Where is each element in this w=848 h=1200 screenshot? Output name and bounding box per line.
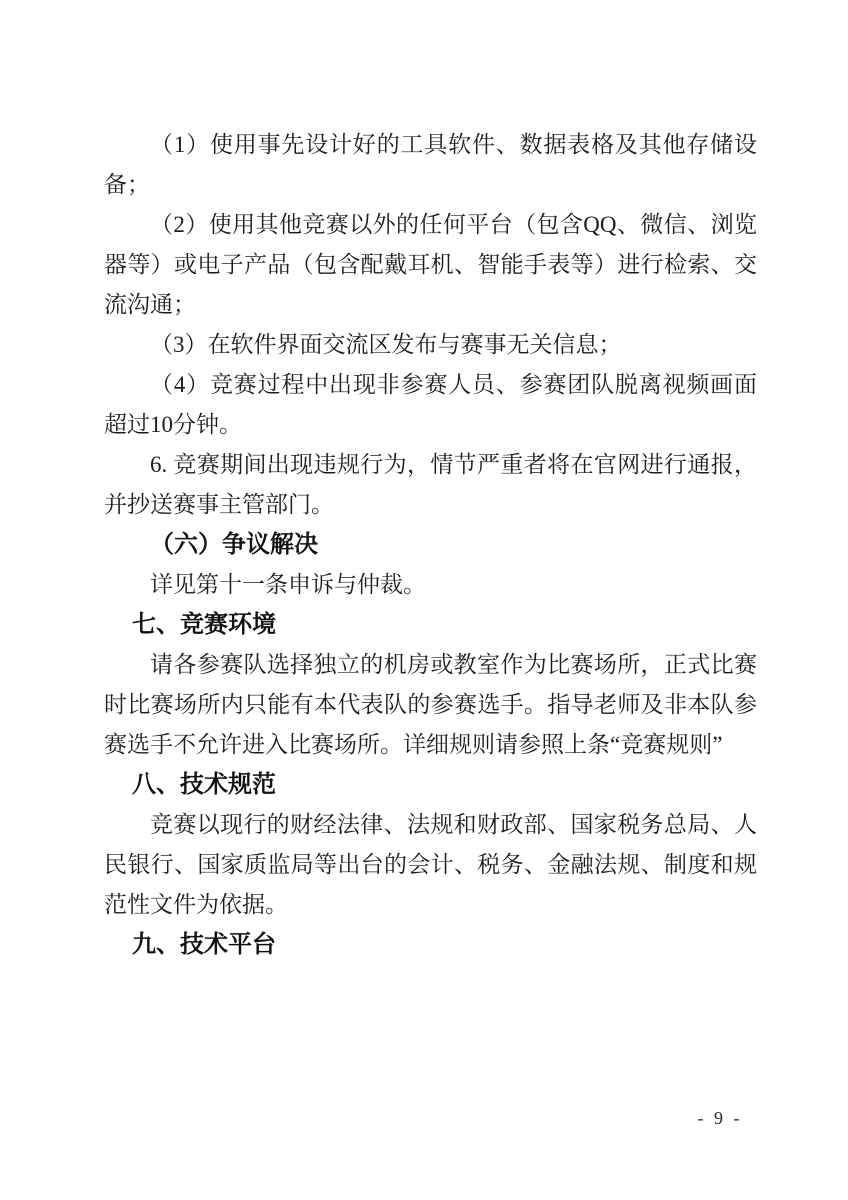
text-line: 备； — [104, 172, 150, 197]
text-line: （1）使用事先设计好的工具软件、数据表格及其他存储设 — [150, 132, 757, 157]
text-line: （3）在软件界面交流区发布与赛事无关信息； — [150, 332, 622, 357]
text-line: 民银行、国家质监局等出台的会计、税务、金融法规、制度和规 — [104, 852, 757, 877]
text-line: （4）竞赛过程中出现非参赛人员、参赛团队脱离视频画面 — [150, 372, 757, 397]
document-body — [104, 125, 757, 965]
text-line: 详见第十一条申诉与仲裁。 — [150, 572, 426, 597]
text-line: 时比赛场所内只能有本代表队的参赛选手。指导老师及非本队参 — [104, 692, 757, 717]
section-heading: （六）争议解决 — [150, 531, 318, 558]
text-line: 并抄送赛事主管部门。 — [104, 492, 334, 517]
text-line: 范性文件为依据。 — [104, 892, 288, 917]
text-line: 竞赛以现行的财经法律、法规和财政部、国家税务总局、人 — [150, 812, 757, 837]
section-heading: 七、竞赛环境 — [132, 611, 276, 638]
text-line: 流沟通； — [104, 292, 196, 317]
text-line: 6. 竞赛期间出现违规行为，情节严重者将在官网进行通报， — [150, 452, 757, 477]
section-heading: 九、技术平台 — [132, 931, 276, 958]
text-line: 请各参赛队选择独立的机房或教室作为比赛场所，正式比赛 — [150, 652, 757, 677]
section-heading: 八、技术规范 — [132, 771, 276, 798]
text-line: （2）使用其他竞赛以外的任何平台（包含QQ、微信、浏览 — [150, 212, 757, 237]
text-line: 赛选手不允许进入比赛场所。详细规则请参照上条“竞赛规则” — [104, 732, 723, 757]
page-number: - 9 - — [697, 1108, 743, 1128]
text-line: 超过10分钟。 — [104, 412, 242, 437]
text-line: 器等）或电子产品（包含配戴耳机、智能手表等）进行检索、交 — [104, 252, 757, 277]
